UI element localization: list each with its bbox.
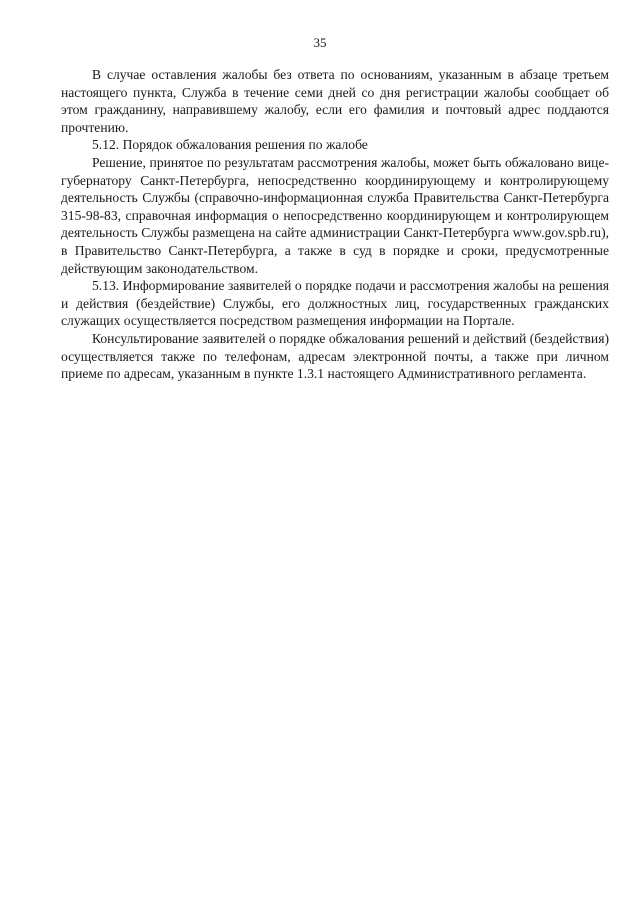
paragraph-appeal-procedure: Решение, принятое по результатам рассмотрения жалобы, может быть обжаловано вице-губернатору Санкт-Петербурга, непосредственно координирующему и контролирующему деятельность Службы (справочно-информационная служба Правительства Санкт-Петербурга 315-98-83, справочная информация о непосредственно координирующем и контролирующем деятельность Службы размещена на сайте администрации Санкт-Петербурга www.gov.spb.ru), в Правительство Санкт-Петербурга, а также в суд в порядке и сроки, предусмотренные действующим законодательством. [61,154,609,276]
paragraph-consultation: Консультирование заявителей о порядке обжалования решений и действий (бездействия) осуществляется также по телефонам, адресам электронной почты, а также при личном приеме по адресам, указанным в пункте 1.3.1 настоящего Административного регламента. [61,330,609,382]
document-body [61,66,609,383]
section-5-13-paragraph: 5.13. Информирование заявителей о порядке подачи и рассмотрения жалобы на решения и действия (бездействие) Службы, его должностных лиц, государственных гражданских служащих осуществляется посредством размещения информации на Портале. [61,278,609,329]
paragraph-unanswered-complaint: В случае оставления жалобы без ответа по основаниям, указанным в абзаце третьем настоящего пункта, Служба в течение семи дней со дня регистрации жалобы сообщает об этом гражданину, направившему жалобу, если его фамилия и почтовый адрес поддаются прочтению. [61,67,609,135]
section-5-12-heading: 5.12. Порядок обжалования решения по жалобе [92,137,368,153]
page-number: 35 [313,35,327,50]
